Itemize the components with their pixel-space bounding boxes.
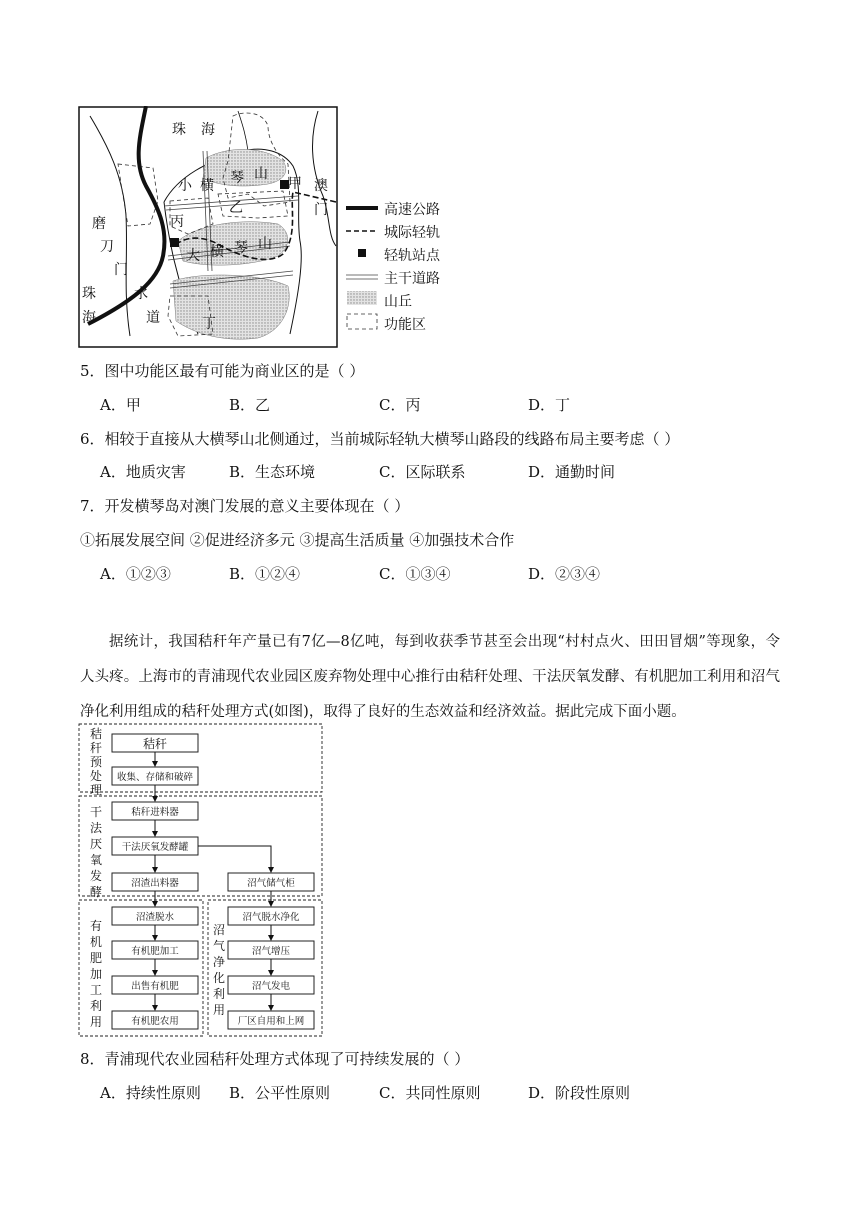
q5-option-a[interactable]: A．甲: [100, 396, 141, 414]
label-yi: 乙: [229, 200, 243, 216]
legend-label-highway: 高速公路: [384, 202, 440, 218]
straw-process-flowchart: [78, 722, 324, 1038]
sec4-char-1: 沼: [213, 923, 226, 937]
box-text-jinliao: 秸秆进料器: [131, 807, 179, 818]
sec3-char-6: 利: [90, 999, 103, 1013]
label-dhq-4: 山: [258, 236, 272, 252]
sec4-char-5: 利: [213, 987, 226, 1001]
map-legend: [344, 197, 464, 337]
sec3-char-5: 工: [90, 983, 103, 997]
question-5-stem: 5．图中功能区最有可能为商业区的是（ ）: [80, 362, 365, 380]
box-text-nongyong: 有机肥农用: [131, 1016, 179, 1027]
q5-option-d[interactable]: D．丁: [528, 396, 571, 414]
sec4-char-2: 气: [213, 939, 226, 953]
label-shuidao-2: 道: [146, 310, 160, 326]
legend-station-icon: [358, 249, 366, 257]
legend-label-hill: 山丘: [384, 294, 412, 310]
sec1-char-4: 处: [90, 769, 103, 783]
q7-option-c[interactable]: C．①③④: [379, 565, 451, 583]
sec3-char-3: 肥: [90, 951, 103, 965]
q5-option-b[interactable]: B．乙: [229, 396, 271, 414]
question-7-stem: 7．开发横琴岛对澳门发展的意义主要体现在（ ）: [80, 497, 410, 515]
label-zhuhai-left-1: 珠: [82, 286, 96, 302]
reading-passage: 据统计，我国秸秆年产量已有7亿—8亿吨，每到收获季节甚至会出现“村村点火、田田冒烟”等现象，令人头疼。上海市的青浦现代农业园区废弃物处理中心推行由秸秆处理、干法厌氧发酵、有机肥加工利用和沼气净化利用组成的秸秆处理方式(如图)，取得了良好的生态效益和经济效益。据此完成下面小题。: [80, 634, 780, 720]
box-text-jinghua: 沼气脱水净化: [242, 912, 300, 923]
label-xhq-2: 横: [200, 178, 214, 194]
sec1-char-5: 理: [90, 783, 103, 797]
q8-option-c[interactable]: C．共同性原则: [379, 1084, 481, 1102]
box-text-chuqi: 沼气储气柜: [247, 878, 295, 889]
label-shuidao-1: 水: [134, 286, 148, 302]
question-8-stem: 8．青浦现代农业园秸秆处理方式体现了可持续发展的（ ）: [80, 1050, 470, 1068]
q7-option-a[interactable]: A．①②③: [100, 565, 171, 583]
sec3-char-2: 机: [90, 935, 103, 949]
q5-option-c[interactable]: C．丙: [379, 396, 421, 414]
label-bing: 丙: [170, 214, 184, 230]
sec2-char-2: 法: [90, 821, 103, 835]
q6-option-a[interactable]: A．地质灾害: [100, 463, 186, 481]
sec4-char-4: 化: [213, 971, 226, 985]
sec2-char-3: 厌: [90, 837, 103, 851]
map-svg: [78, 106, 338, 348]
sec4-char-3: 净: [213, 955, 226, 969]
legend-zone-icon: [347, 314, 377, 329]
sec2-char-1: 干: [90, 805, 103, 819]
label-macau-2: 门: [314, 202, 328, 218]
map-figure: [78, 106, 338, 348]
legend-hill-icon: [347, 291, 377, 305]
box-text-shouji: 收集、存储和破碎: [116, 772, 194, 783]
legend-label-rail: 城际轻轨: [384, 225, 440, 241]
q7-option-d[interactable]: D．②③④: [528, 565, 601, 583]
box-text-zengya: 沼气增压: [251, 946, 291, 957]
legend-symbols: [344, 197, 384, 337]
label-ding: 丁: [202, 316, 216, 332]
legend-label-road: 主干道路: [384, 271, 440, 287]
sec4-char-6: 用: [213, 1003, 226, 1017]
sec1-char-3: 预: [90, 755, 103, 769]
label-dhq-1: 大: [186, 248, 200, 264]
sec1-char-2: 秆: [90, 741, 103, 755]
box-text-shangwang: 厂区自用和上网: [237, 1016, 305, 1027]
q6-option-d[interactable]: D．通勤时间: [528, 463, 616, 481]
label-xhq-4: 山: [254, 166, 268, 182]
sec3-char-7: 用: [90, 1015, 103, 1029]
box-text-jiegan: 秸秆: [142, 737, 168, 751]
label-xhq-1: 小: [178, 178, 192, 194]
question-6-stem: 6．相较于直接从大横琴山北侧通过，当前城际轻轨大横琴山路段的线路布局主要考虑（ ）: [80, 430, 680, 448]
arrow-5: [198, 846, 271, 872]
label-zhuhai-left-2: 海: [82, 310, 96, 326]
label-modaomen-2: 刀: [100, 239, 114, 255]
box-text-chushou: 出售有机肥: [131, 981, 179, 992]
q7-option-b[interactable]: B．①②④: [229, 565, 301, 583]
sec2-char-5: 发: [90, 869, 103, 883]
box-text-tuoshui: 沼渣脱水: [135, 912, 175, 923]
question-7-statements: ①拓展发展空间 ②促进经济多元 ③提高生活质量 ④加强技术合作: [80, 531, 515, 549]
q6-option-c[interactable]: C．区际联系: [379, 463, 466, 481]
label-macau-1: 澳: [314, 178, 328, 194]
label-modaomen-3: 门: [114, 262, 128, 278]
legend-label-zone: 功能区: [384, 317, 426, 333]
q8-option-b[interactable]: B．公平性原则: [229, 1084, 331, 1102]
q8-option-a[interactable]: A．持续性原则: [100, 1084, 201, 1102]
q6-option-b[interactable]: B．生态环境: [229, 463, 316, 481]
box-text-fajiao: 干法厌氧发酵罐: [121, 842, 189, 853]
sec3-char-4: 加: [90, 967, 103, 981]
box-text-jiagong: 有机肥加工: [131, 946, 179, 957]
q8-option-d[interactable]: D．阶段性原则: [528, 1084, 631, 1102]
label-dhq-3: 琴: [234, 240, 248, 256]
label-jia: 甲: [288, 176, 302, 192]
label-xhq-3: 琴: [230, 170, 244, 186]
label-modaomen-1: 磨: [92, 216, 106, 232]
flowchart-svg: [78, 722, 324, 1038]
legend-label-station: 轻轨站点: [384, 248, 440, 264]
box-text-chuliao: 沼渣出料器: [131, 878, 179, 889]
box-text-fadian: 沼气发电: [251, 981, 291, 992]
label-zhuhai-top-1: 珠: [172, 122, 186, 138]
sec2-char-6: 酵: [90, 885, 103, 899]
label-zhuhai-top-2: 海: [201, 122, 215, 138]
sec3-char-1: 有: [90, 919, 103, 933]
sec2-char-4: 氧: [90, 853, 103, 867]
rail-station-bing: [170, 238, 179, 247]
label-dhq-2: 横: [210, 244, 224, 260]
sec1-char-1: 秸: [90, 727, 103, 741]
